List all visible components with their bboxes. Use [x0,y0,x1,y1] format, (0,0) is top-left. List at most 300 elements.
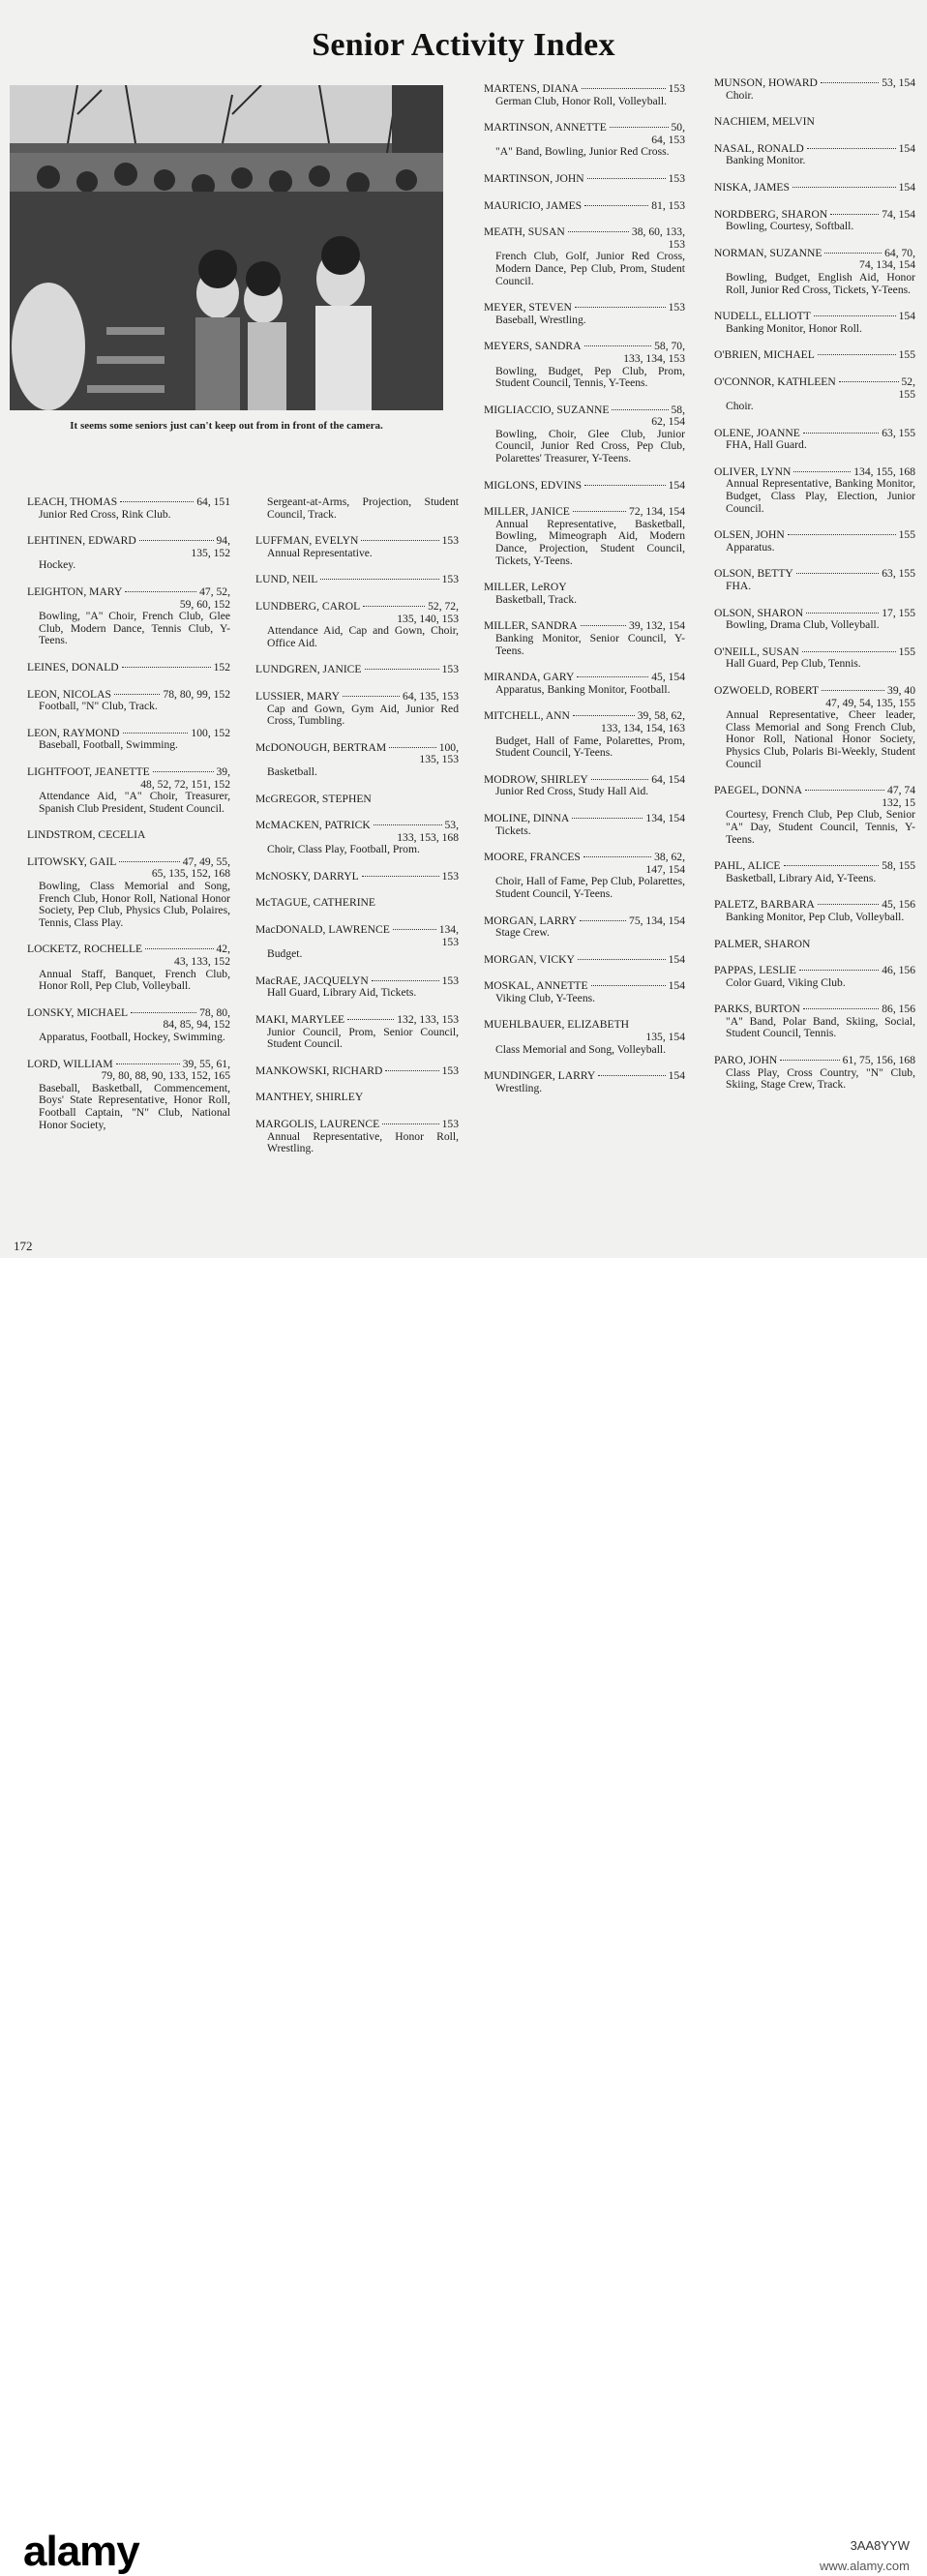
activity-list: Class Memorial and Song, Volleyball. [495,1042,667,1056]
student-name: MODROW, SHIRLEY [484,772,588,786]
student-name: MIGLIACCIO, SUZANNE [484,403,610,416]
student-name: MacRAE, JACQUELYN [255,973,369,987]
leader-dots [591,985,666,986]
activity-list: Banking Monitor, Honor Roll. [726,321,862,335]
entry-heading [484,226,685,239]
activity-list: Budget. [267,947,303,961]
page-refs: 58, 70, [654,340,685,353]
index-entry [714,685,915,770]
page-refs: 39, 55, 61, [182,1057,230,1070]
activity-list: Hall Guard, Pep Club, Tennis. [726,657,861,671]
index-entry [484,980,685,1004]
student-name: MIRANDA, GARY [484,671,575,684]
entry-heading [27,586,230,599]
page-refs: 81, 153 [651,198,685,212]
index-entry [27,689,230,713]
leader-dots [120,501,194,502]
index-entry [27,944,230,992]
page-refs: 39, [216,764,230,778]
page-refs: 155 [898,644,915,658]
leader-dots [363,606,425,607]
yearbook-page [0,0,927,1258]
student-name: PALMER, SHARON [714,937,811,950]
student-name: MOSKAL, ANNETTE [484,979,588,993]
page-refs-continued: 147, 154 [645,862,685,876]
student-name: OLSEN, JOHN [714,528,785,542]
index-entry [714,785,915,846]
entry-heading [255,871,459,884]
page-refs: 153 [668,301,685,315]
page-refs: 154 [898,141,915,155]
entry-heading [255,1014,459,1027]
leader-dots [793,471,851,472]
leader-dots [780,1060,839,1061]
page-refs: 61, 75, 156, 168 [842,1054,915,1067]
index-entry [255,535,459,559]
page-refs: 74, 154 [882,207,915,221]
page-refs: 86, 156 [882,1003,915,1016]
student-name: LUNDGREN, JANICE [255,663,362,676]
student-name: MacDONALD, LAWRENCE [255,923,390,937]
activity-list: Hall Guard, Library Aid, Tickets. [267,986,417,1000]
leader-dots [361,540,438,541]
activity-list: Cap and Gown, Gym Aid, Junior Red Cross, Tumbling. [267,702,459,728]
entry-heading [484,302,685,315]
leader-dots [818,904,879,905]
entry-heading [255,691,459,704]
page-refs: 39, 58, 62, [637,709,685,723]
page-refs: 47, 49, 55, [182,854,230,868]
entry-heading [714,860,915,873]
student-name: LUFFMAN, EVELYN [255,534,359,548]
entry-heading [484,480,685,493]
page-refs: 53, [444,819,459,832]
activity-list: Annual Representative. [267,546,373,559]
index-entry [484,341,685,389]
index-entry [255,1119,459,1155]
leader-dots [578,959,666,960]
index-entry [27,586,230,647]
student-name: McGREGOR, STEPHEN [255,792,372,805]
page-refs-continued: 135, 152 [191,546,230,559]
entry-heading [714,349,915,362]
student-name: O'NEILL, SUSAN [714,644,799,658]
page-refs: 153 [441,1063,459,1077]
entry-heading [714,785,915,797]
index-entry [255,794,459,806]
leader-dots [814,315,896,316]
activity-list: Choir, Class Play, Football, Prom. [267,843,420,856]
leader-dots [591,779,648,780]
index-entry [255,664,459,676]
index-entry [714,209,915,233]
entry-heading [484,672,685,684]
entry-heading [255,601,459,614]
leader-dots [581,625,626,626]
leader-dots [839,381,899,382]
student-name: McTAGUE, CATHERINE [255,896,376,910]
entry-heading [484,200,685,213]
entry-heading [484,83,685,96]
entry-heading [27,535,230,548]
index-entry [27,496,230,521]
page-refs-continued: 84, 85, 94, 152 [163,1018,230,1032]
activity-list: Bowling, Class Memorial and Song, French Club, Honor Roll, National Honor Society, Pep Club, Physics Club, Polaires, Tennis, Class Play. [39,880,230,929]
activity-list: FHA, Hall Guard. [726,438,807,452]
leader-dots [583,856,651,857]
entry-heading [27,662,230,674]
index-entry [484,672,685,696]
index-entry [484,1070,685,1094]
leader-dots [784,865,880,866]
activity-list: German Club, Honor Roll, Volleyball. [495,94,668,107]
entry-heading [714,685,915,698]
page-refs: 64, 135, 153 [403,689,459,703]
leader-dots [610,127,669,128]
index-entry [27,829,230,842]
leader-dots [573,511,626,512]
entry-heading [255,820,459,832]
index-entry [255,897,459,910]
activity-list: Bowling, Budget, Pep Club, Prom, Student Council, Tennis, Y-Teens. [495,364,685,390]
student-name: LOCKETZ, ROCHELLE [27,943,143,956]
index-entry [255,496,459,521]
page-refs: 75, 134, 154 [629,914,685,927]
index-column-3 [484,83,685,1109]
alamy-url: www.alamy.com [820,2559,910,2573]
student-name: OLSON, SHARON [714,606,804,619]
page-refs: 64, 70, [884,246,915,259]
entry-heading [484,122,685,135]
student-name: LINDSTROM, CECELIA [27,828,146,842]
entry-heading [27,829,230,842]
activity-list: French Club, Golf, Junior Red Cross, Modern Dance, Pep Club, Prom, Student Council. [495,250,685,287]
student-name: O'BRIEN, MICHAEL [714,348,815,362]
activity-list: Viking Club, Y-Teens. [495,991,596,1004]
activity-list: Attendance Aid, Cap and Gown, Choir, Office Aid. [267,624,459,649]
watermark-banner [0,1258,927,2575]
student-name: LEON, RAYMOND [27,726,120,739]
leader-dots [374,824,442,825]
leader-dots [372,980,439,981]
page-refs: 153 [441,534,459,548]
index-entry [27,1007,230,1044]
index-entry [714,646,915,671]
index-entry [27,1059,230,1132]
page-refs: 64, 151 [196,495,230,508]
student-name: NORMAN, SUZANNE [714,246,822,259]
student-name: McMACKEN, PATRICK [255,819,371,832]
index-entry [714,143,915,167]
crowd-photo-image [10,85,443,410]
index-entry [484,226,685,287]
page-refs: 45, 156 [882,898,915,912]
index-entry [27,662,230,674]
activity-list: Color Guard, Viking Club. [726,975,846,989]
entry-heading [27,496,230,509]
page-refs: 63, 155 [882,426,915,439]
page-refs-continued: 62, 154 [651,415,685,429]
student-name: PAPPAS, LESLIE [714,964,796,977]
page-refs: 132, 133, 153 [397,1013,459,1027]
student-name: MUNDINGER, LARRY [484,1069,596,1083]
page-refs: 154 [668,979,685,993]
entry-heading [255,1065,459,1078]
entry-heading [714,182,915,195]
leader-dots [343,696,400,697]
page-refs: 153 [668,82,685,95]
leader-dots [119,861,179,862]
activity-list: Junior Red Cross, Study Hall Aid. [495,785,649,798]
student-name: MEYER, STEVEN [484,301,572,315]
index-entry [484,1019,685,1056]
student-name: MAURICIO, JAMES [484,198,583,212]
student-name: MARGOLIS, LAURENCE [255,1118,380,1130]
page-refs-continued: 135, 154 [645,1031,685,1044]
index-entry [255,975,459,1000]
leader-dots [598,1075,665,1076]
index-entry [255,1092,459,1104]
leader-dots [587,178,666,179]
page-refs-continued: 65, 135, 152, 168 [151,867,230,881]
page-refs: 78, 80, [199,1005,230,1019]
index-column-4 [714,77,915,1106]
index-entry [484,302,685,326]
page-refs: 45, 154 [651,671,685,684]
student-name: McDONOUGH, BERTRAM [255,740,387,754]
activity-list: Hockey. [39,558,76,572]
index-entry [714,608,915,632]
index-column-2 [255,496,459,1170]
index-entry [255,820,459,856]
activity-list: Tickets. [495,824,531,837]
activity-list: Budget, Hall of Fame, Polarettes, Prom, Student Council, Y-Teens. [495,734,685,760]
photo-caption: It seems some seniors just can't keep out from in front of the camera. [70,420,383,432]
activity-list: Attendance Aid, "A" Choir, Treasurer, Spanish Club President, Student Council. [39,790,230,815]
page-refs: 100, [438,740,459,754]
page-refs: 154 [668,1069,685,1083]
student-name: LUND, NEIL [255,573,318,586]
student-name: MOORE, FRANCES [484,851,581,864]
leader-dots [796,573,879,574]
leader-dots [584,205,648,206]
leader-dots [803,1008,879,1009]
leader-dots [582,88,666,89]
index-entry [714,311,915,335]
index-entry [714,77,915,102]
index-entry [714,349,915,362]
student-name: LITOWSKY, GAIL [27,854,117,868]
activity-list: Bowling, Choir, Glee Club, Junior Council, Junior Red Cross, Pep Club, Polarettes' Treasurer, Y-Teens. [495,427,685,465]
page-title: Senior Activity Index [312,27,615,63]
entry-heading [484,173,685,186]
leader-dots [577,676,648,677]
index-entry [714,899,915,923]
page-refs: 154 [898,180,915,194]
activity-list: Basketball, Track. [495,592,578,606]
page-refs: 42, [216,943,230,956]
index-entry [714,1003,915,1040]
image-code: 3AA8YYW [850,2538,910,2553]
page-refs: 153 [668,171,685,185]
leader-dots [818,354,896,355]
page-refs: 39, 132, 154 [629,619,685,633]
leader-dots [821,82,879,83]
student-name: MANTHEY, SHIRLEY [255,1091,364,1104]
student-name: MARTINSON, ANNETTE [484,121,607,135]
leader-dots [806,613,879,614]
page-refs-continued: 48, 52, 72, 151, 152 [140,777,230,791]
student-name: McNOSKY, DARRYL [255,869,359,883]
index-column-1 [27,496,230,1146]
entry-heading [714,1055,915,1067]
student-name: LONSKY, MICHAEL [27,1005,129,1019]
leader-dots [807,148,896,149]
student-name: MARTENS, DIANA [484,82,579,95]
student-name: PALETZ, BARBARA [714,898,815,912]
leader-dots [389,747,435,748]
index-entry [484,774,685,798]
student-name: OLSON, BETTY [714,567,793,581]
index-entry [484,173,685,186]
student-name: LEACH, THOMAS [27,495,118,508]
leader-dots [802,651,896,652]
index-entry [714,939,915,951]
page-refs: 38, 60, 133, [631,225,685,239]
index-entry [255,1014,459,1051]
leader-dots [114,694,160,695]
index-entry [484,852,685,900]
index-entry [714,376,915,413]
entry-heading [255,1119,459,1131]
page-refs-continued: 155 [898,387,915,401]
activity-list: Annual Representative, Cheer leader, Class Memorial and Song French Club, Honor Roll, National Honor Society, Physics Club, Polaris Bi-Weekly, Student Council [726,708,915,770]
student-name: MILLER, JANICE [484,505,570,519]
page-refs: 154 [668,478,685,492]
student-name: NASAL, RONALD [714,141,804,155]
page-refs: 58, [671,403,685,416]
entry-heading [484,852,685,864]
page-refs-continued: 153 [668,237,685,251]
crowd-photo [10,85,443,410]
activity-list: Basketball. [267,764,317,778]
index-entry [484,710,685,759]
leader-dots [792,187,896,188]
leader-dots [116,1063,180,1064]
entry-heading [255,664,459,676]
index-entry [714,428,915,452]
activity-list: Annual Representative, Basketball, Bowling, Mimeograph Aid, Modern Dance, Projection, Student Council, Tickets, Y-Teens. [495,517,685,567]
leader-dots [145,948,213,949]
activity-list: Courtesy, French Club, Pep Club, Senior "A" Day, Student Council, Tennis, Y-Teens. [726,808,915,846]
entry-heading [714,1003,915,1016]
activity-list: Basketball, Library Aid, Y-Teens. [726,871,877,884]
leader-dots [805,790,884,791]
student-name: LIGHTFOOT, JEANETTE [27,764,150,778]
entry-heading [484,506,685,519]
leader-dots [830,214,879,215]
leader-dots [362,876,439,877]
entry-heading [255,574,459,586]
entry-heading [714,376,915,389]
page-refs: 52, [901,374,915,388]
index-entry [714,182,915,195]
page-refs: 134, 155, 168 [853,464,915,478]
page-refs: 155 [898,528,915,542]
student-name: LUSSIER, MARY [255,689,340,703]
activity-list: Annual Staff, Banquet, French Club, Honor Roll, Pep Club, Volleyball. [39,967,230,993]
student-name: MANKOWSKI, RICHARD [255,1063,383,1077]
leader-dots [584,485,665,486]
entry-heading [714,529,915,542]
leader-dots [572,818,643,819]
student-name: MEATH, SUSAN [484,225,565,239]
activity-list: Stage Crew. [495,926,550,940]
entry-heading [484,980,685,993]
student-name: MILLER, SANDRA [484,619,578,633]
index-entry [484,506,685,567]
page-refs-continued: 79, 80, 88, 90, 133, 152, 165 [101,1069,230,1083]
leader-dots [365,669,439,670]
leader-dots [320,579,438,580]
student-name: NISKA, JAMES [714,180,790,194]
student-name: MORGAN, LARRY [484,914,577,927]
student-name: MUNSON, HOWARD [714,76,818,89]
index-entry [27,728,230,752]
page-refs: 153 [441,1118,459,1130]
index-entry [714,568,915,592]
index-entry [255,601,459,649]
index-entry [484,915,685,940]
leader-dots [612,409,668,410]
leader-dots [123,733,189,734]
activity-list: Sergeant-at-Arms, Projection, Student Council, Track. [267,495,459,521]
student-name: MEYERS, SANDRA [484,340,582,353]
index-entry [484,200,685,213]
leader-dots [568,231,629,232]
student-name: LORD, WILLIAM [27,1057,113,1070]
index-entry [255,871,459,884]
activity-list: Annual Representative, Banking Monitor, Budget, Class Play, Election, Junior Council. [726,477,915,515]
student-name: MAKI, MARYLEE [255,1013,345,1027]
index-entry [484,122,685,159]
page-refs-continued: 43, 133, 152 [174,955,230,969]
page-refs: 52, 72, [428,599,459,613]
student-name: LEIGHTON, MARY [27,584,123,598]
page-refs: 17, 155 [882,606,915,619]
activity-list: Banking Monitor, Pep Club, Volleyball. [726,910,905,923]
index-entry [484,83,685,107]
leader-dots [122,667,211,668]
student-name: PAEGEL, DONNA [714,784,803,797]
page-refs: 63, 155 [882,567,915,581]
page-refs: 154 [668,952,685,966]
activity-list: Choir. [726,88,754,102]
page-refs-continued: 132, 15 [882,795,915,809]
student-name: NUDELL, ELLIOTT [714,310,811,323]
page-number: 172 [14,1239,33,1253]
index-entry [714,248,915,296]
page-refs-continued: 133, 153, 168 [397,830,459,844]
student-name: NORDBERG, SHARON [714,207,828,221]
page-refs: 53, 154 [882,76,915,89]
page-refs: 64, 154 [651,772,685,786]
index-entry [714,1055,915,1092]
page-refs: 38, 62, [654,851,685,864]
activity-list: FHA. [726,580,752,593]
index-entry [27,856,230,930]
leader-dots [575,307,666,308]
